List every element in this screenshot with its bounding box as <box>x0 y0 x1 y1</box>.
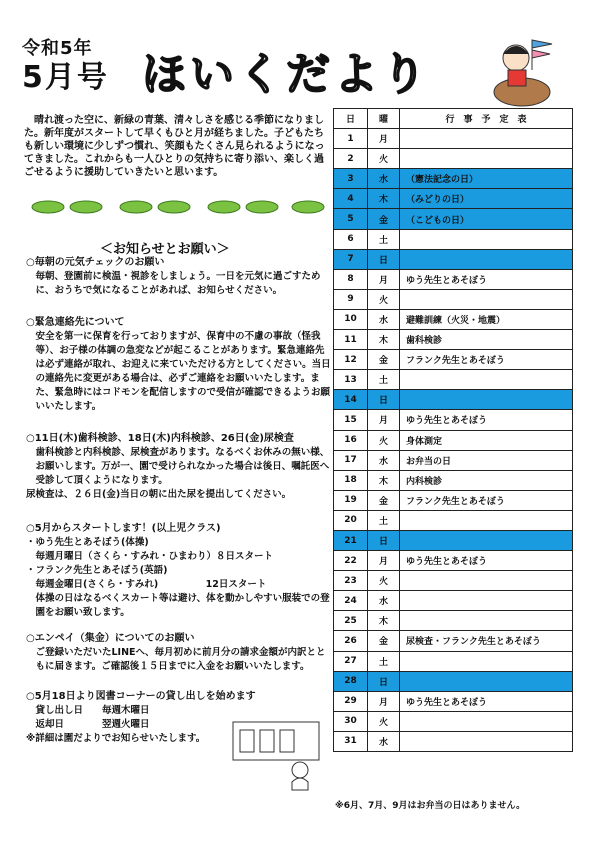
cell-date: 14 <box>334 390 368 410</box>
cell-date: 13 <box>334 370 368 390</box>
cell-event <box>400 571 573 591</box>
cell-date: 21 <box>334 530 368 550</box>
table-row <box>334 731 573 751</box>
cell-date: 28 <box>334 671 368 691</box>
cell-date: 17 <box>334 450 368 470</box>
section-line: ご登録いただいたLINEへ、毎月初めに前月分の請求金額が内訳とともに届きます。ご確認後１５日までに入金をお願いいたします。 <box>35 647 326 672</box>
cell-dow: 火 <box>368 149 400 169</box>
cell-date: 15 <box>334 410 368 430</box>
section-title: ○11日(木)歯科検診、18日(木)内科検診、26日(金)尿検査 <box>26 433 294 444</box>
cell-dow: 月 <box>368 269 400 289</box>
cell-date: 20 <box>334 510 368 530</box>
cell-dow: 土 <box>368 651 400 671</box>
cell-dow: 水 <box>368 591 400 611</box>
cell-dow: 水 <box>368 450 400 470</box>
cell-date: 24 <box>334 591 368 611</box>
section-line: 尿検査は、２６日(金)当日の朝に出た尿を提出してください。 <box>26 489 292 500</box>
header-weekday: 曜 <box>368 109 400 129</box>
section-title: ○エンペイ（集金）についてのお願い <box>26 633 195 644</box>
cell-dow: 月 <box>368 691 400 711</box>
table-row <box>334 691 573 711</box>
issue-month: 5月号 <box>22 60 109 95</box>
section-title: ○5月からスタートします！(以上児クラス) <box>26 523 221 534</box>
cell-dow: 金 <box>368 350 400 370</box>
section-line: 貸し出し日 毎週木曜日 <box>35 705 150 716</box>
library-corner-icon <box>228 712 328 792</box>
cell-event <box>400 129 573 149</box>
section-line: 毎週金曜日(さくら・すみれ) 12日スタート <box>35 579 267 590</box>
cell-dow: 金 <box>368 490 400 510</box>
section-library <box>26 690 256 746</box>
header-date: 日 <box>334 109 368 129</box>
table-row <box>334 510 573 530</box>
table-row <box>334 470 573 490</box>
table-row <box>334 249 573 269</box>
section-emergency-contact <box>26 316 332 414</box>
table-row <box>334 430 573 450</box>
table-header-row <box>334 109 573 129</box>
edamame-border-icon <box>28 196 328 218</box>
table-row <box>334 229 573 249</box>
event-schedule-table <box>333 108 573 752</box>
section-checkups <box>26 432 332 502</box>
cell-event: お弁当の日 <box>400 450 573 470</box>
table-row <box>334 711 573 731</box>
cell-event: ゆう先生とあそぼう <box>400 551 573 571</box>
notice-title: ＜お知らせとお願い＞ <box>100 242 230 257</box>
cell-event: （みどりの日） <box>400 189 573 209</box>
cell-dow: 土 <box>368 370 400 390</box>
cell-event <box>400 510 573 530</box>
cell-event <box>400 711 573 731</box>
cell-dow: 土 <box>368 229 400 249</box>
cell-date: 9 <box>334 289 368 309</box>
cell-dow: 金 <box>368 209 400 229</box>
cell-event <box>400 731 573 751</box>
table-row <box>334 671 573 691</box>
table-row <box>334 450 573 470</box>
newsletter-banner: ほいくだより <box>142 49 430 100</box>
table-row <box>334 209 573 229</box>
cell-event: ゆう先生とあそぼう <box>400 691 573 711</box>
section-line: 安全を第一に保育を行っておりますが、保育中の不慮の事故（怪我等）、お子様の体調の急変などが起こることがあります。緊急連絡先は必ず連絡が取れ、お迎えに来ていただける方としてください。当日の連絡先に変更がある場合は、必ずご連絡をお願いいたします。また、緊急時にはコドモンを配信しますので受信が確認できるようお願いいたします。 <box>35 331 331 412</box>
cell-dow: 日 <box>368 530 400 550</box>
intro-paragraph: 晴れ渡った空に、新緑の青葉、清々しさを感じる季節になりました。新年度がスタートして早くもひと月が経ちました。子どもたちも新しい環境に少しずつ慣れ、笑顔もたくさん見られるようになってきました。これからも一人ひとりの気持ちに寄り添い、楽しく過ごせるように援助していきたいと思います。 <box>24 115 325 178</box>
cell-date: 4 <box>334 189 368 209</box>
cell-event: 尿検査・フランク先生とあそぼう <box>400 631 573 651</box>
table-row <box>334 129 573 149</box>
cell-date: 25 <box>334 611 368 631</box>
cell-dow: 火 <box>368 571 400 591</box>
cell-date: 1 <box>334 129 368 149</box>
table-row <box>334 530 573 550</box>
cell-event <box>400 370 573 390</box>
cell-dow: 火 <box>368 289 400 309</box>
table-row <box>334 551 573 571</box>
cell-date: 27 <box>334 651 368 671</box>
table-row <box>334 289 573 309</box>
section-line: 毎朝、登園前に検温・視診をしましょう。一日を元気に過ごすために、おうちで気になることがあれば、お知らせください。 <box>35 271 321 296</box>
table-row <box>334 651 573 671</box>
section-line: ・フランク先生とあそぼう(英語) <box>26 565 168 576</box>
section-line: 体操の日はなるべくスカート等は避け、体を動かしやすい服装での登園をお願い致します。 <box>35 593 330 618</box>
table-row <box>334 571 573 591</box>
section-line: ・ゆう先生とあそぼう(体操) <box>26 537 149 548</box>
cell-date: 23 <box>334 571 368 591</box>
cell-event: フランク先生とあそぼう <box>400 490 573 510</box>
section-line: 歯科検診と内科検診、尿検査があります。なるべくお休みの無い様、お願いします。万が一、園で受けられなかった場合は後日、嘱託医へ受診して頂くようになります。 <box>35 447 330 486</box>
table-row <box>334 189 573 209</box>
cell-date: 3 <box>334 169 368 189</box>
cell-date: 2 <box>334 149 368 169</box>
table-row <box>334 490 573 510</box>
cell-dow: 木 <box>368 189 400 209</box>
cell-event <box>400 149 573 169</box>
cell-date: 26 <box>334 631 368 651</box>
table-row <box>334 169 573 189</box>
section-line: 返却日 翌週火曜日 <box>35 719 150 730</box>
child-on-boar-with-carp-streamer-icon <box>480 30 560 110</box>
table-row <box>334 591 573 611</box>
cell-dow: 木 <box>368 611 400 631</box>
cell-dow: 金 <box>368 631 400 651</box>
cell-event <box>400 611 573 631</box>
cell-date: 18 <box>334 470 368 490</box>
cell-event: フランク先生とあそぼう <box>400 350 573 370</box>
section-new-programs <box>26 522 332 620</box>
section-line: ※詳細は園だよりでお知らせいたします。 <box>26 733 206 744</box>
cell-dow: 土 <box>368 510 400 530</box>
cell-event: （憲法記念の日） <box>400 169 573 189</box>
cell-date: 6 <box>334 229 368 249</box>
section-title: ○5月18日より図書コーナーの貸し出しを始めます <box>26 691 256 702</box>
table-row <box>334 631 573 651</box>
cell-event: ゆう先生とあそぼう <box>400 269 573 289</box>
cell-dow: 月 <box>368 551 400 571</box>
cell-dow: 木 <box>368 470 400 490</box>
cell-event <box>400 651 573 671</box>
table-row <box>334 269 573 289</box>
table-row <box>334 390 573 410</box>
cell-event <box>400 289 573 309</box>
cell-date: 12 <box>334 350 368 370</box>
cell-date: 10 <box>334 309 368 329</box>
cell-event: （こどもの日） <box>400 209 573 229</box>
cell-date: 7 <box>334 249 368 269</box>
cell-event: 歯科検診 <box>400 330 573 350</box>
cell-dow: 火 <box>368 430 400 450</box>
section-payment <box>26 632 332 674</box>
table-row <box>334 309 573 329</box>
cell-dow: 日 <box>368 390 400 410</box>
cell-date: 8 <box>334 269 368 289</box>
cell-dow: 水 <box>368 309 400 329</box>
cell-dow: 水 <box>368 731 400 751</box>
cell-event: 避難訓練（火災・地震） <box>400 309 573 329</box>
cell-date: 16 <box>334 430 368 450</box>
cell-event <box>400 530 573 550</box>
cell-event <box>400 390 573 410</box>
cell-dow: 月 <box>368 129 400 149</box>
cell-date: 29 <box>334 691 368 711</box>
table-row <box>334 350 573 370</box>
cell-event: 身体測定 <box>400 430 573 450</box>
table-row <box>334 611 573 631</box>
cell-dow: 日 <box>368 249 400 269</box>
cell-event: 内科検診 <box>400 470 573 490</box>
header-event: 行 事 予 定 表 <box>400 109 573 129</box>
cell-event <box>400 229 573 249</box>
cell-date: 30 <box>334 711 368 731</box>
cell-dow: 水 <box>368 169 400 189</box>
cell-dow: 日 <box>368 671 400 691</box>
table-row <box>334 149 573 169</box>
cell-date: 11 <box>334 330 368 350</box>
cell-event: ゆう先生とあそぼう <box>400 410 573 430</box>
section-line: 毎週月曜日（さくら・すみれ・ひまわり）８日スタート <box>35 551 274 562</box>
section-title: ○緊急連絡先について <box>26 317 125 328</box>
table-row <box>334 370 573 390</box>
cell-event <box>400 249 573 269</box>
section-health-check <box>26 256 332 298</box>
cell-date: 5 <box>334 209 368 229</box>
cell-dow: 月 <box>368 410 400 430</box>
cell-date: 22 <box>334 551 368 571</box>
cell-event <box>400 591 573 611</box>
cell-dow: 木 <box>368 330 400 350</box>
era-label: 令和5年 <box>22 38 93 59</box>
table-footnote: ※6月、7月、9月はお弁当の日はありません。 <box>335 801 526 811</box>
cell-dow: 火 <box>368 711 400 731</box>
cell-date: 31 <box>334 731 368 751</box>
table-row <box>334 330 573 350</box>
table-row <box>334 410 573 430</box>
cell-event <box>400 671 573 691</box>
cell-date: 19 <box>334 490 368 510</box>
section-title: ○毎朝の元気チェックのお願い <box>26 257 165 268</box>
